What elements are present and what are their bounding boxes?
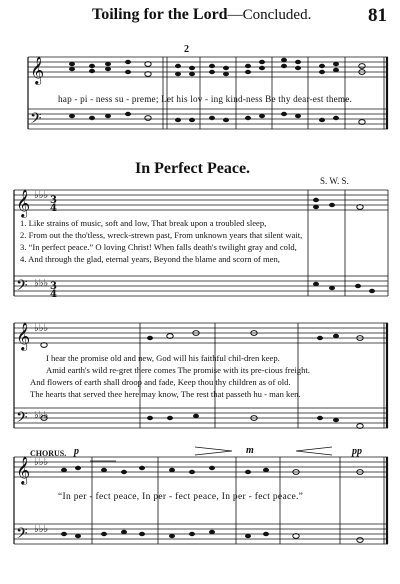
svg-text:♭♭♭: ♭♭♭ [34, 457, 49, 468]
svg-text:𝄞: 𝄞 [16, 456, 31, 484]
lyric-line: hap - pi - ness su - preme; Let his lov - ing kind-ness Be thy dear-est theme. [58, 94, 353, 104]
verse-line-4: 4. And through the glad, eternal years, Beyond the blame and scorn of men, [20, 254, 280, 264]
svg-text:3: 3 [50, 281, 57, 292]
notes-system-1 [69, 58, 365, 125]
title-suffix: —Concluded. [227, 7, 312, 23]
svg-text:𝄢: 𝄢 [16, 525, 28, 546]
svg-text:♭♭♭: ♭♭♭ [34, 410, 49, 421]
staff-system-3 [14, 323, 388, 428]
svg-text:♭♭♭: ♭♭♭ [34, 524, 49, 535]
svg-text:♭♭♭: ♭♭♭ [34, 323, 49, 334]
song-title: In Perfect Peace. [135, 160, 251, 177]
svg-text:𝄢: 𝄢 [16, 409, 28, 430]
verse-line-1: I hear the promise old and new, God will his faithful chil-dren keep. [46, 353, 280, 363]
svg-text:3: 3 [50, 195, 57, 206]
chorus-label: CHORUS. [30, 449, 67, 458]
chorus-lyric-line: “In per - fect peace, In per - fect peace, In per - fect peace.” [58, 492, 304, 502]
verse-line-2: 2. From out the tho'tless, wreck-strewn past, From unknown years that silent wait, [20, 230, 303, 240]
svg-text:♭♭♭: ♭♭♭ [34, 278, 49, 289]
dynamic-pianissimo: pp [352, 446, 362, 457]
page-number: 81 [368, 5, 387, 26]
verse-line-3: And flowers of earth shall droop and fade, Keep thou thy children as of old. [30, 377, 291, 387]
notes-system-2 [313, 198, 375, 293]
svg-text:♭♭♭: ♭♭♭ [34, 190, 49, 201]
verse-line-4: The hearts that served thee here may know, The rest that passeth hu - man ken. [30, 389, 301, 399]
svg-text:𝄞: 𝄞 [30, 56, 45, 84]
svg-text:𝄢: 𝄢 [30, 110, 42, 131]
author-initials: S. W. S. [320, 176, 349, 186]
measure-number: 2 [184, 44, 189, 55]
svg-text:𝄞: 𝄞 [16, 322, 31, 350]
dynamic-piano: p [74, 446, 79, 457]
verse-line-3: 3. “In perfect peace.” O loving Christ! When falls death's twilight gray and cold, [20, 242, 297, 252]
title-text: Toiling for the Lord [92, 6, 228, 23]
svg-text:4: 4 [50, 203, 57, 214]
svg-text:𝄞: 𝄞 [16, 189, 31, 217]
svg-text:𝄢: 𝄢 [16, 277, 28, 298]
verse-line-1: 1. Like strains of music, soft and low, That break upon a troubled sleep, [20, 218, 267, 228]
verse-line-2: Amid earth's wild re-gret there comes The promise with its pre-cious freight. [46, 365, 310, 375]
svg-text:4: 4 [50, 289, 57, 300]
dynamic-mezzo: m [246, 445, 254, 456]
